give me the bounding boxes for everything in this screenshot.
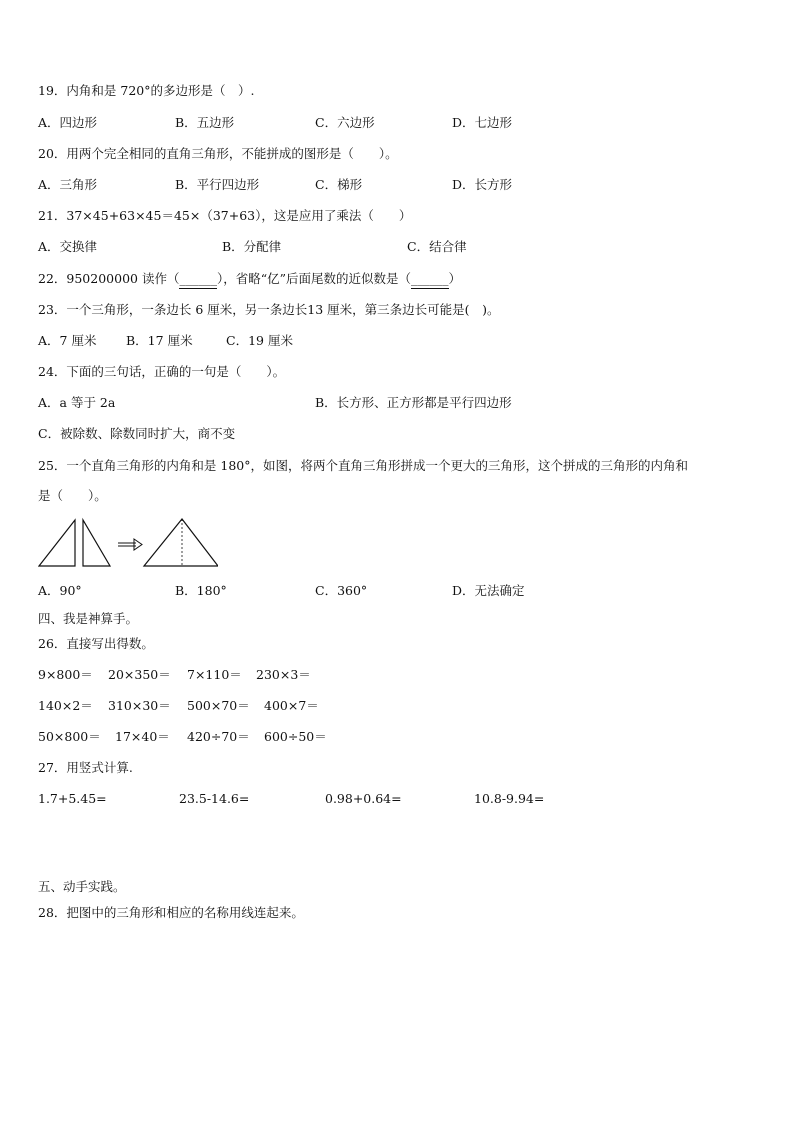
q21-option-c[interactable]: C．结合律 (407, 239, 467, 254)
q26-row-2 (38, 697, 758, 715)
q25-option-c[interactable]: C．360° (315, 583, 368, 598)
combined-triangle (144, 519, 218, 566)
q19-stem: 19．内角和是 720°的多边形是（ ）. (38, 83, 255, 98)
q26-stem: 26．直接写出得数。 (38, 636, 154, 651)
q23-option-a[interactable]: A．7 厘米 (38, 333, 97, 348)
q19-option-d[interactable]: D．七边形 (452, 115, 513, 130)
q19-option-b[interactable]: B．五边形 (175, 115, 235, 130)
q27-problem[interactable]: 23.5-14.6= (179, 791, 250, 806)
q26-problem[interactable]: 230×3＝ (256, 667, 311, 682)
q24-option-c[interactable]: C．被除数、除数同时扩大，商不变 (38, 426, 236, 441)
q27-problem[interactable]: 0.98+0.64= (325, 791, 402, 806)
q26-problem[interactable]: 7×110＝ (187, 667, 242, 682)
q25-stem-line2: 是（ ）。 (38, 488, 107, 503)
q26-problem[interactable]: 500×70＝ (187, 698, 250, 713)
q19-options (38, 114, 758, 132)
q25-option-d[interactable]: D．无法确定 (452, 583, 525, 598)
right-triangle-left (39, 520, 75, 566)
q28-stem: 28．把图中的三角形和相应的名称用线连起来。 (38, 905, 304, 920)
q26-problem[interactable]: 50×800＝ (38, 729, 101, 744)
q22-stem-part-a: 22．950200000 读作（ (38, 271, 180, 286)
q23-stem: 23．一个三角形，一条边长 6 厘米，另一条边长13 厘米，第三条边长可能是( )。 (38, 302, 500, 317)
q25-options (38, 582, 758, 600)
arrow-icon (118, 539, 142, 550)
q24-option-a[interactable]: A．a 等于 2a (38, 395, 116, 410)
q27-items (38, 790, 758, 808)
q21-option-b[interactable]: B．分配律 (222, 239, 282, 254)
q26-problem[interactable]: 140×2＝ (38, 698, 93, 713)
q19-option-c[interactable]: C．六边形 (315, 115, 375, 130)
q20-option-d[interactable]: D．长方形 (452, 177, 513, 192)
q22-blank-approx[interactable]: ______ (411, 270, 449, 289)
q25-triangles-figure (38, 516, 218, 568)
q26-problem[interactable]: 310×30＝ (108, 698, 171, 713)
section5-title: 五、动手实践。 (38, 879, 126, 894)
q23-option-c[interactable]: C．19 厘米 (226, 333, 293, 348)
q25-stem-line1: 25．一个直角三角形的内角和是 180°，如图，将两个直角三角形拼成一个更大的三角形，这个拼成的三角形的内角和 (38, 458, 688, 473)
q26-row-1 (38, 666, 758, 684)
q20-option-b[interactable]: B．平行四边形 (175, 177, 260, 192)
q22-blank-reading[interactable]: ______ (179, 270, 217, 289)
q26-problem[interactable]: 20×350＝ (108, 667, 171, 682)
q26-row-3 (38, 728, 758, 746)
q23-options (38, 332, 758, 350)
q26-problem[interactable]: 9×800＝ (38, 667, 93, 682)
right-triangle-right (83, 520, 110, 566)
q27-problem[interactable]: 10.8-9.94= (474, 791, 545, 806)
q24-stem: 24．下面的三句话，正确的一句是（ ）。 (38, 364, 286, 379)
q20-options (38, 176, 758, 194)
q20-option-a[interactable]: A．三角形 (38, 177, 98, 192)
q20-option-c[interactable]: C．梯形 (315, 177, 363, 192)
q20-stem: 20．用两个完全相同的直角三角形，不能拼成的图形是（ ）。 (38, 146, 398, 161)
q22-stem-part-c: ） (448, 271, 462, 286)
q25-option-a[interactable]: A．90° (38, 583, 82, 598)
section4-title: 四、我是神算手。 (38, 611, 139, 626)
q26-problem[interactable]: 420÷70＝ (187, 729, 250, 744)
q19-option-a[interactable]: A．四边形 (38, 115, 98, 130)
q22-stem-part-b: ），省略“亿”后面尾数的近似数是（ (216, 271, 412, 286)
q21-options (38, 238, 758, 256)
q22-stem (38, 270, 461, 289)
q25-option-b[interactable]: B．180° (175, 583, 227, 598)
q21-option-a[interactable]: A．交换律 (38, 239, 98, 254)
q21-stem: 21．37×45+63×45＝45×（37+63），这是应用了乘法（ ） (38, 208, 412, 223)
q27-problem[interactable]: 1.7+5.45= (38, 791, 107, 806)
q23-option-b[interactable]: B．17 厘米 (126, 333, 193, 348)
q26-problem[interactable]: 400×7＝ (264, 698, 319, 713)
q27-stem: 27．用竖式计算. (38, 760, 133, 775)
q26-problem[interactable]: 600÷50＝ (264, 729, 327, 744)
q24-options-row1 (38, 394, 758, 412)
q26-problem[interactable]: 17×40＝ (115, 729, 170, 744)
q24-option-b[interactable]: B．长方形、正方形都是平行四边形 (315, 395, 512, 410)
